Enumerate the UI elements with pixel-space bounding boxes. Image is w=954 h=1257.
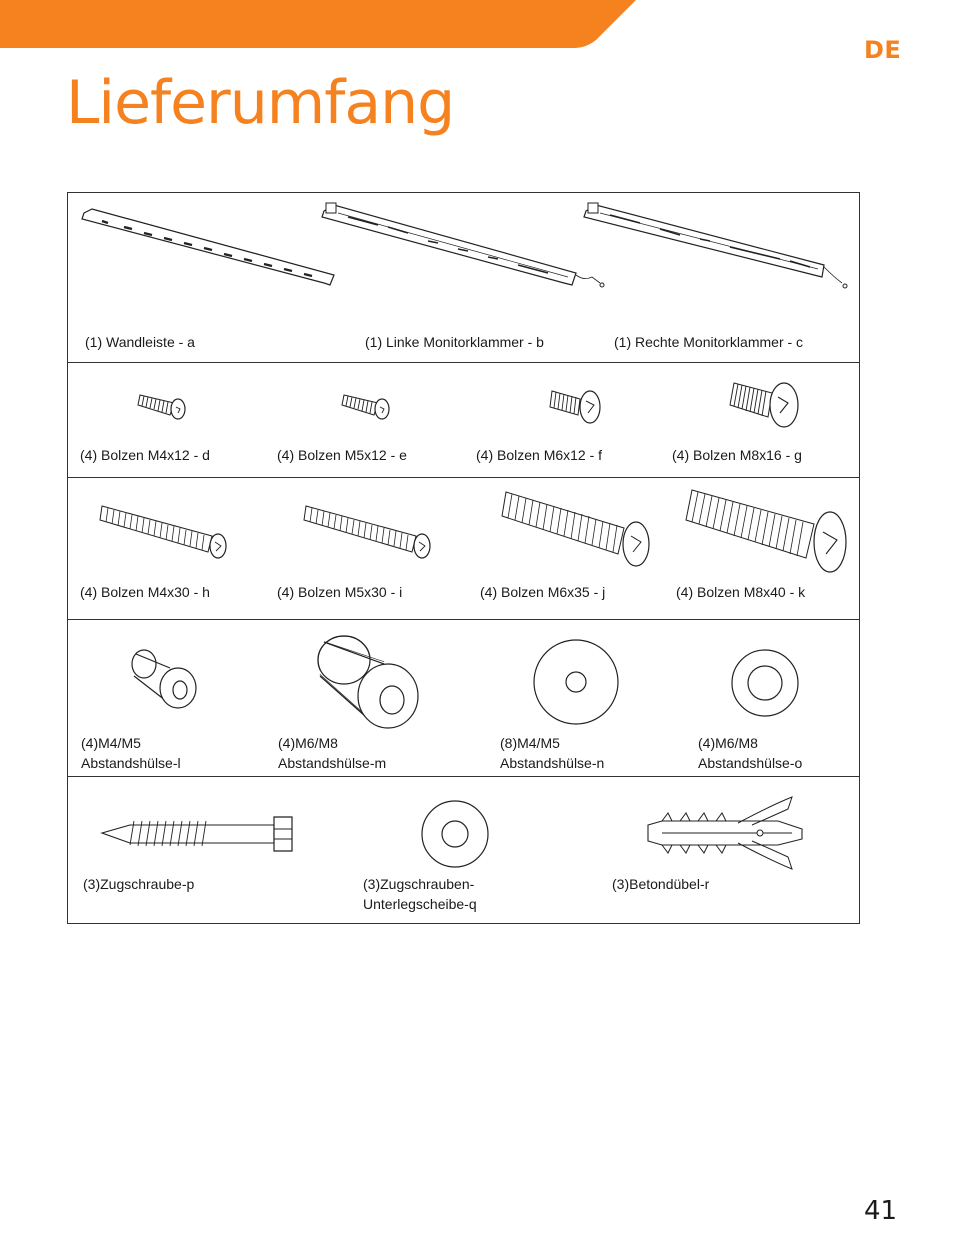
washer-icon	[532, 638, 620, 726]
bolt-icon	[684, 486, 850, 578]
page-number: 41	[864, 1196, 898, 1226]
wall-anchor-icon	[642, 795, 810, 871]
page-title: Lieferumfang	[66, 68, 455, 138]
bolt-icon	[548, 383, 608, 427]
part-label: (4) Bolzen M8x16 - g	[672, 447, 802, 463]
bolt-icon	[136, 385, 192, 421]
lag-screw-icon	[100, 811, 296, 857]
part-label: (4) Bolzen M6x12 - f	[476, 447, 603, 463]
part-label: (1) Rechte Monitorklammer - c	[614, 334, 804, 350]
part-label: (4) Bolzen M5x12 - e	[277, 447, 407, 463]
washer-icon	[420, 799, 490, 869]
bolt-icon	[98, 496, 232, 562]
part-label: (8)M4/M5 Abstandshülse-n	[500, 735, 605, 771]
part-label: (4) Bolzen M6x35 - j	[480, 584, 606, 600]
parts-table	[67, 192, 860, 924]
part-label: (4) Bolzen M4x30 - h	[80, 584, 210, 600]
bolt-icon	[728, 377, 804, 433]
parts-row-5	[68, 777, 859, 925]
part-label: (4) Bolzen M4x12 - d	[80, 447, 210, 463]
part-label: (3)Zugschrauben- Unterlegscheibe-q	[363, 876, 477, 912]
parts-row-3	[68, 478, 859, 620]
part-label: (4)M6/M8 Abstandshülse-o	[698, 735, 803, 771]
parts-row-4	[68, 620, 859, 777]
part-label: (4) Bolzen M8x40 - k	[676, 584, 806, 600]
left-bracket-icon	[318, 201, 610, 293]
part-label: (4)M4/M5 Abstandshülse-l	[81, 735, 181, 771]
part-label: (1) Linke Monitorklammer - b	[365, 334, 544, 350]
parts-row-1	[68, 193, 859, 363]
right-bracket-icon	[580, 201, 850, 293]
bolt-icon	[302, 496, 436, 562]
part-label: (1) Wandleiste - a	[85, 334, 195, 350]
bolt-icon	[500, 486, 652, 574]
part-label: (4)M6/M8 Abstandshülse-m	[278, 735, 387, 771]
part-label: (4) Bolzen M5x30 - i	[277, 584, 403, 600]
language-tag: DE	[864, 36, 902, 64]
header-bar	[0, 0, 954, 50]
bolt-icon	[340, 385, 396, 421]
part-label: (3)Zugschraube-p	[83, 876, 195, 892]
parts-row-2	[68, 363, 859, 478]
spacer-icon	[126, 646, 202, 716]
wall-plate-icon	[78, 205, 336, 287]
part-label: (3)Betondübel-r	[612, 876, 710, 892]
spacer-icon	[314, 632, 424, 734]
washer-icon	[730, 648, 800, 718]
